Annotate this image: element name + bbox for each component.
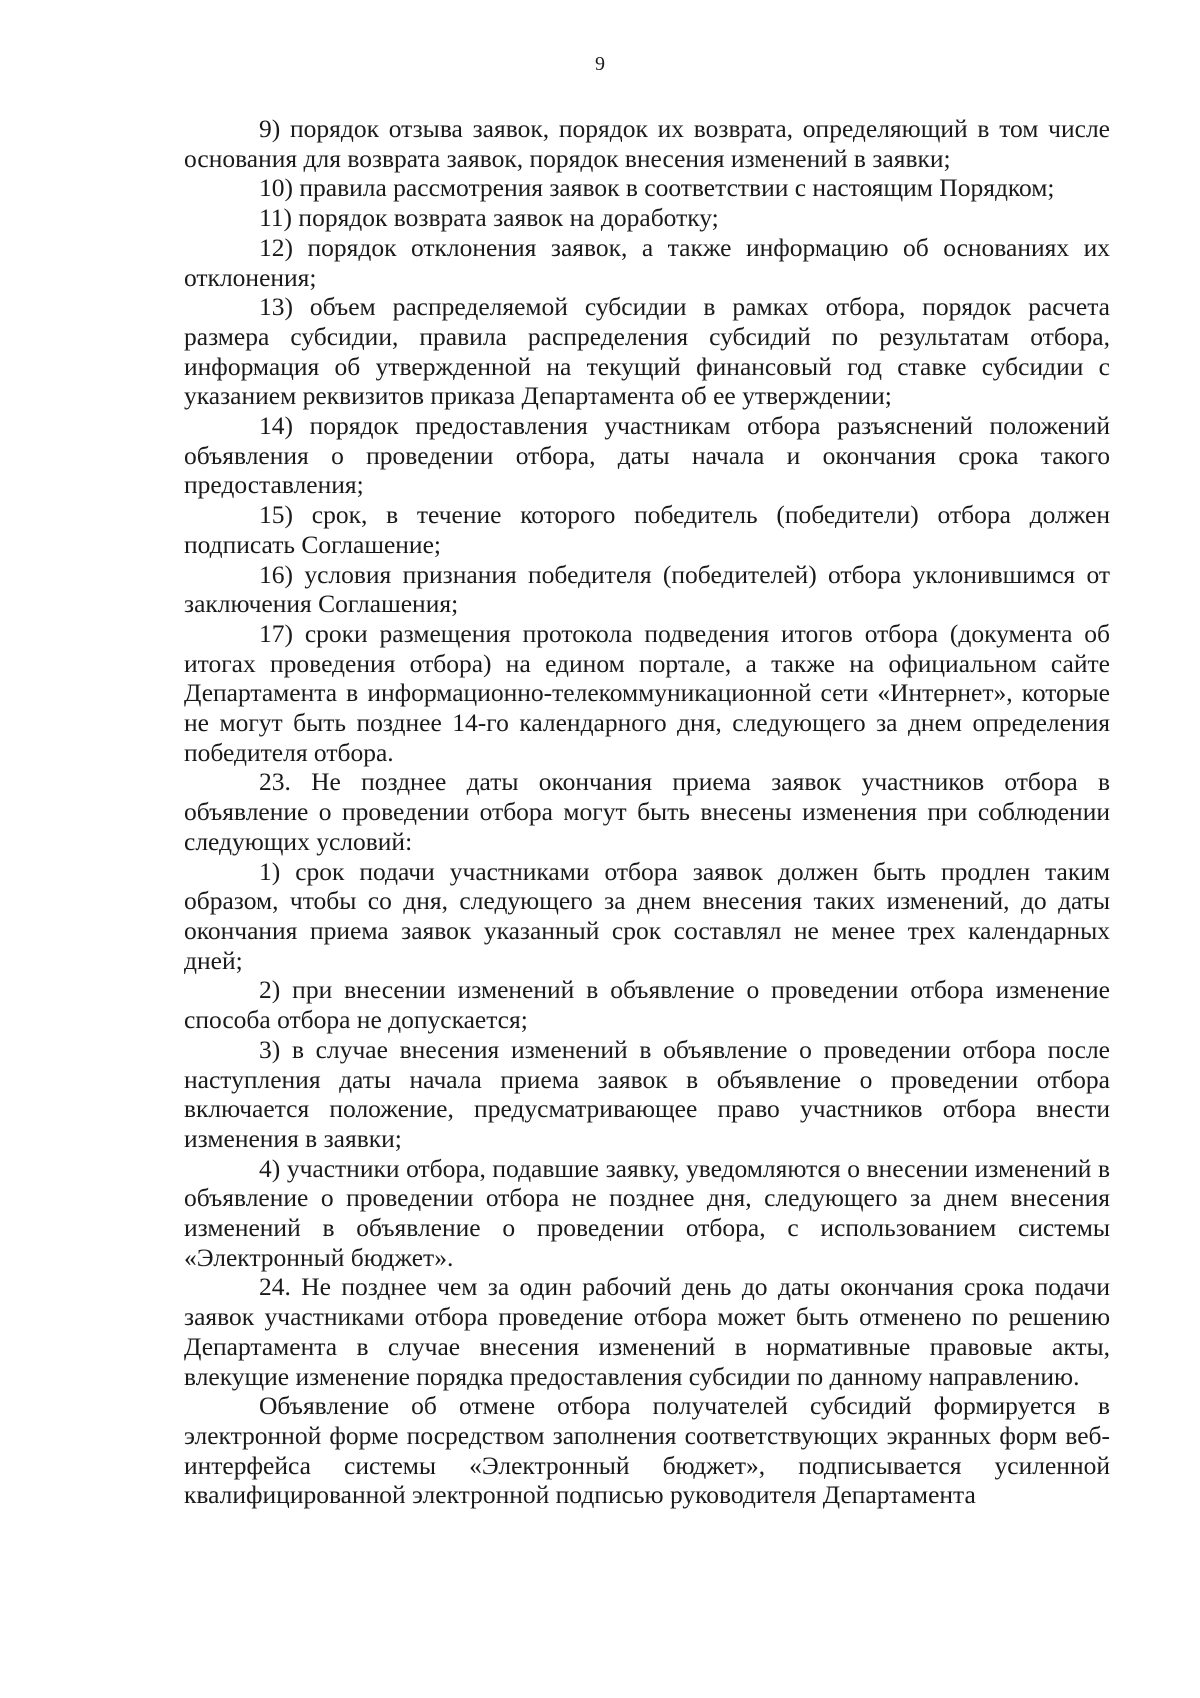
page-number: 9 xyxy=(595,53,605,75)
list-item-12-rejection: 12) порядок отклонения заявок, а также информацию об основаниях их отклонения; xyxy=(184,232,1110,292)
document-body xyxy=(184,114,1110,1510)
list-item-16-evasion: 16) условия признания победителя (победителей) отбора уклонившимся от заключения Соглашения; xyxy=(184,559,1110,619)
clause-23: 23. Не позднее даты окончания приема заявок участников отбора в объявление о проведении отбора могут быть внесены изменения при соблюдении следующих условий: xyxy=(184,767,1110,856)
clause-23-item-3: 3) в случае внесения изменений в объявление о проведении отбора после наступления даты начала приема заявок в объявление о проведении отбора включается положение, предусматривающее право участников отбора внести изменения в заявки; xyxy=(184,1034,1110,1153)
list-item-14-clarifications: 14) порядок предоставления участникам отбора разъяснений положений объявления о проведении отбора, даты начала и окончания срока такого предоставления; xyxy=(184,411,1110,500)
list-item-11-return: 11) порядок возврата заявок на доработку; xyxy=(259,203,719,233)
list-item-9-withdrawal: 9) порядок отзыва заявок, порядок их возврата, определяющий в том числе основания для возврата заявок, порядок внесения изменений в заявки; xyxy=(184,114,1110,173)
clause-23-item-4: 4) участники отбора, подавшие заявку, уведомляются о внесении изменений в объявление о проведении отбора не позднее дня, следующего за днем внесения изменений в объявление о проведении отбора, с использованием системы «Электронный бюджет». xyxy=(184,1153,1110,1272)
list-item-15-signing-term: 15) срок, в течение которого победитель (победители) отбора должен подписать Соглашение; xyxy=(184,500,1110,559)
list-item-17-protocol: 17) сроки размещения протокола подведения итогов отбора (документа об итогах проведения отбора) на едином портале, а также на официальном сайте Департамента в информационно-телекоммуникационной сети «Интернет», которые не могут быть позднее 14-го календарного дня, следующего за днем определения победителя отбора. xyxy=(184,618,1110,767)
list-item-10-review-rules: 10) правила рассмотрения заявок в соответствии с настоящим Порядком; xyxy=(259,173,1055,203)
clause-24: 24. Не позднее чем за один рабочий день до даты окончания срока подачи заявок участниками отбора проведение отбора может быть отменено по решению Департамента в случае внесения изменений в нормативные правовые акты, влекущие изменение порядка предоставления субсидии по данному направлению. xyxy=(184,1272,1110,1391)
list-item-13-subsidy-volume: 13) объем распределяемой субсидии в рамках отбора, порядок расчета размера субсидии, правила распределения субсидий по результатам отбора, информация об утвержденной на текущий финансовый год ставке субсидии с указанием реквизитов приказа Департамента об ее утверждении; xyxy=(184,292,1110,411)
cancellation-notice-paragraph: Объявление об отмене отбора получателей субсидий формируется в электронной форме посредством заполнения соответствующих экранных форм веб-интерфейса системы «Электронный бюджет», подписывается усиленной квалифицированной электронной подписью руководителя Департамента xyxy=(184,1391,1110,1510)
clause-23-item-2: 2) при внесении изменений в объявление о проведении отбора изменение способа отбора не допускается; xyxy=(184,975,1110,1035)
clause-23-item-1: 1) срок подачи участниками отбора заявок должен быть продлен таким образом, чтобы со дня, следующего за днем внесения таких изменений, до даты окончания приема заявок указанный срок составлял не менее трех календарных дней; xyxy=(184,856,1110,975)
